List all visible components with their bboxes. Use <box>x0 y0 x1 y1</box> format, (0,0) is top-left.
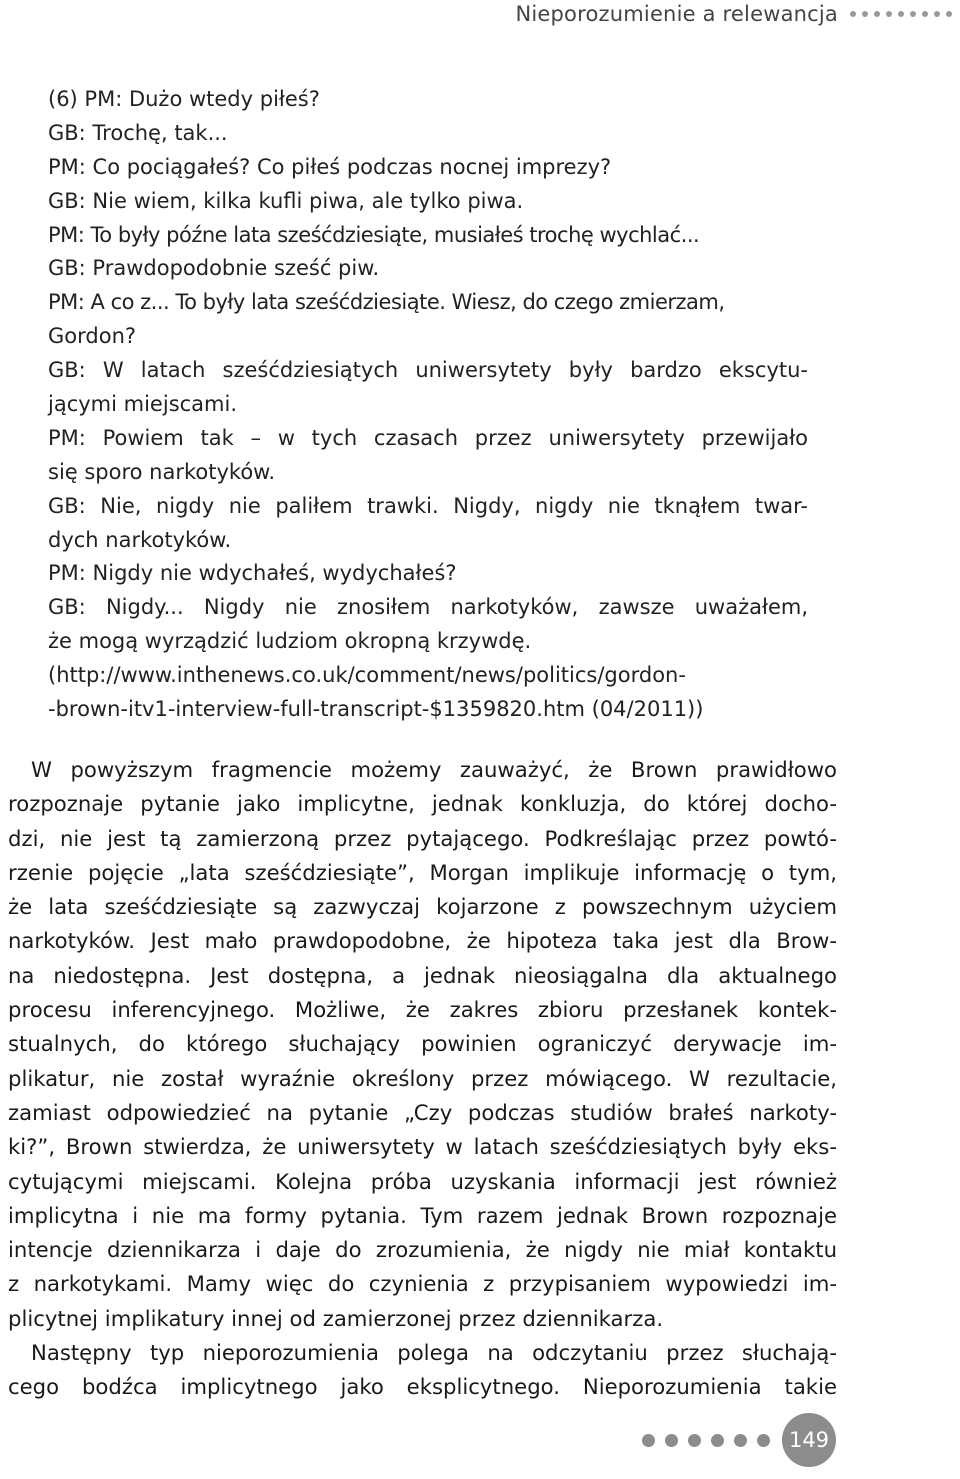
running-header <box>515 2 952 26</box>
dot-icon <box>862 11 868 17</box>
body-text <box>8 753 837 1405</box>
quote-line: GB: Prawdopodobnie sześć piw. <box>48 256 380 281</box>
quote-line: Gordon? <box>48 324 137 349</box>
quote-line: GB: Trochę, tak... <box>48 120 228 145</box>
page-number: 149 <box>782 1413 836 1467</box>
paragraph-line: Następny typ nieporozumienia polega na odczytaniu przez słuchają- <box>31 1340 837 1366</box>
paragraph-line: plicytnej implikatury innej od zamierzonej przez dziennikarza. <box>8 1305 664 1331</box>
paragraph-line: rozpoznaje pytanie jako implicytne, jednak konkluzja, do której docho- <box>8 791 837 817</box>
dot-icon <box>850 11 856 17</box>
paragraph-line: cego bodźca implicytnego jako eksplicytnego. Nieporozumienia takie <box>8 1374 837 1400</box>
dot-icon <box>757 1434 770 1447</box>
dot-icon <box>711 1434 724 1447</box>
dot-icon <box>922 11 928 17</box>
quote-line: GB: Nie, nigdy nie paliłem trawki. Nigdy, nigdy nie tknąłem twar- <box>48 493 808 518</box>
quote-line: dych narkotyków. <box>48 527 232 552</box>
quote-line: PM: Powiem tak – w tych czasach przez uniwersytety przewijało <box>48 425 808 450</box>
footer-dots-decoration <box>642 1434 770 1447</box>
paragraph-line: W powyższym fragmencie możemy zauważyć, że Brown prawidłowo <box>31 757 837 782</box>
paragraph-line: cytującymi miejscami. Kolejna próba uzyskania informacji jest również <box>8 1168 837 1194</box>
dot-icon <box>910 11 916 17</box>
quote-line: się sporo narkotyków. <box>48 459 276 484</box>
quote-line: GB: Nie wiem, kilka kufli piwa, ale tylko piwa. <box>48 188 524 213</box>
quote-source-url: (http://www.inthenews.co.uk/comment/news/politics/gordon- <box>48 663 686 688</box>
paragraph-line: na niedostępna. Jest dostępna, a jednak nieosiągalna dla aktualnego <box>8 962 837 988</box>
quote-line: jącymi miejscami. <box>48 392 238 417</box>
header-dots-decoration <box>850 11 952 17</box>
paragraph-line: intencje dziennikarza i daje do zrozumienia, że nigdy nie miał kontaktu <box>8 1237 837 1263</box>
page-footer <box>642 1413 836 1467</box>
interview-quote <box>48 83 808 727</box>
paragraph-line: implicytna i nie ma formy pytania. Tym razem jednak Brown rozpoznaje <box>8 1202 837 1228</box>
paragraph-line: stualnych, do którego słuchający powinien ograniczyć derywacje im- <box>8 1031 837 1057</box>
quote-source-url: -brown-itv1-interview-full-transcript-$1359820.htm (04/2011)) <box>48 697 704 722</box>
quote-line: PM: To były późne lata sześćdziesiąte, musiałeś trochę wychlać... <box>48 222 700 247</box>
dot-icon <box>688 1434 701 1447</box>
paragraph-line: że lata sześćdziesiąte są zazwyczaj kojarzone z powszechnym użyciem <box>8 894 837 920</box>
dot-icon <box>734 1434 747 1447</box>
quote-line: PM: Co pociągałeś? Co piłeś podczas nocnej imprezy? <box>48 154 612 179</box>
dot-icon <box>898 11 904 17</box>
quote-line: że mogą wyrządzić ludziom okropną krzywdę. <box>48 629 532 654</box>
paragraph-line: rzenie pojęcie „lata sześćdziesiąte”, Morgan implikuje informację o tym, <box>8 859 837 885</box>
paragraph-line: ki?”, Brown stwierdza, że uniwersytety w latach sześćdziesiątych były eks- <box>8 1134 837 1160</box>
quote-line: PM: Nigdy nie wdychałeś, wydychałeś? <box>48 561 457 586</box>
paragraph-line: dzi, nie jest tą zamierzoną przez pytającego. Podkreślając przez powtó- <box>8 825 837 851</box>
paragraph-line: z narkotykami. Mamy więc do czynienia z przypisaniem wypowiedzi im- <box>8 1271 837 1297</box>
dot-icon <box>642 1434 655 1447</box>
dot-icon <box>665 1434 678 1447</box>
paragraph-line: procesu inferencyjnego. Możliwe, że zakres zbioru przesłanek kontek- <box>8 997 837 1023</box>
quote-line: GB: W latach sześćdziesiątych uniwersytety były bardzo ekscytu- <box>48 358 808 383</box>
dot-icon <box>946 11 952 17</box>
quote-line: GB: Nigdy... Nigdy nie znosiłem narkotyków, zawsze uważałem, <box>48 595 808 620</box>
paragraph-line: zamiast odpowiedzieć na pytanie „Czy podczas studiów brałeś narkoty- <box>8 1099 837 1125</box>
dot-icon <box>934 11 940 17</box>
paragraph-line: narkotyków. Jest mało prawdopodobne, że hipoteza taka jest dla Brow- <box>8 928 837 954</box>
quote-line: (6) PM: Dużo wtedy piłeś? <box>48 87 320 111</box>
quote-line: PM: A co z... To były lata sześćdziesiąte. Wiesz, do czego zmierzam, <box>48 290 725 315</box>
dot-icon <box>886 11 892 17</box>
running-title: Nieporozumienie a relewancja <box>515 2 838 26</box>
paragraph-line: plikatur, nie został wyraźnie określony przez mówiącego. W rezultacie, <box>8 1065 837 1091</box>
dot-icon <box>874 11 880 17</box>
